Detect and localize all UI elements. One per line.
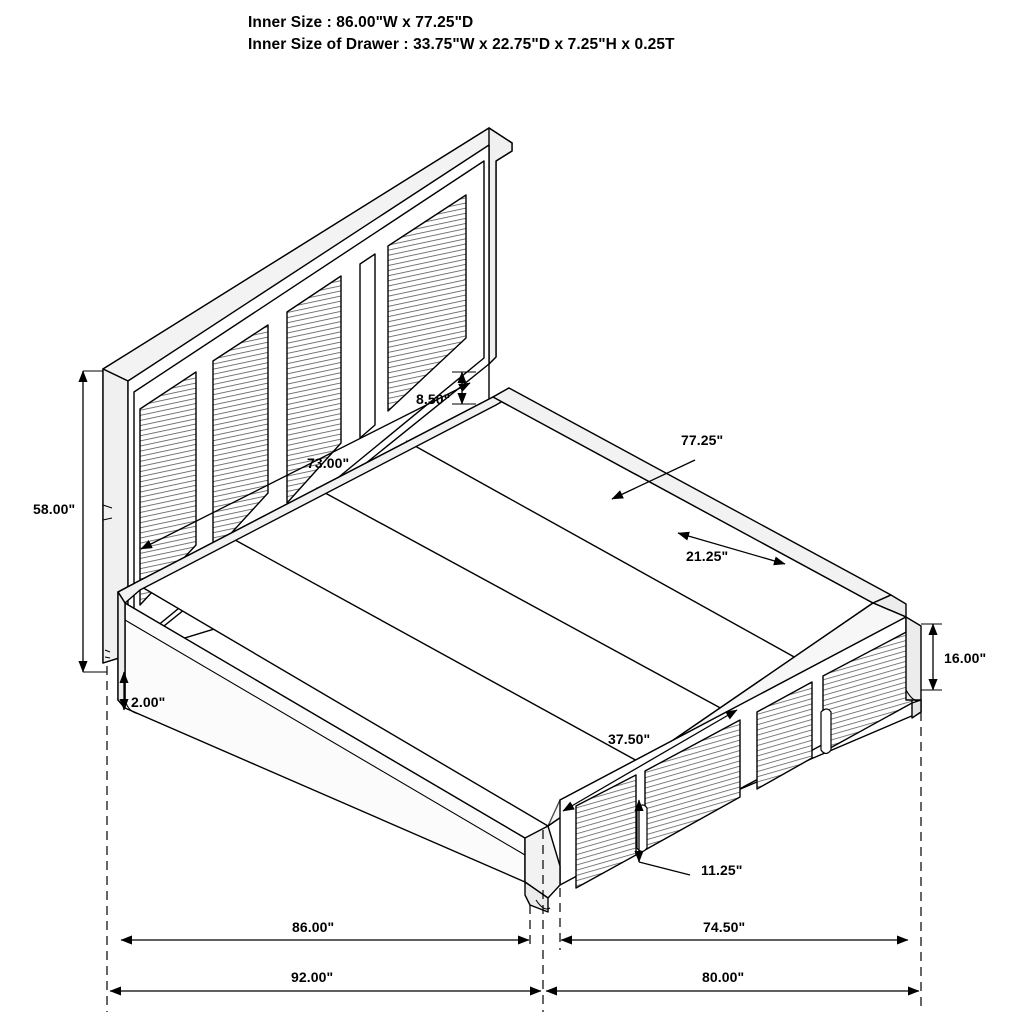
dim-label-height-overall: 58.00"	[33, 501, 76, 517]
dim-label-clearance: 2.00"	[131, 694, 166, 710]
dim-label-headboard-width: 73.00"	[307, 455, 350, 471]
dim-label-drawer-width: 37.50"	[608, 731, 651, 747]
inner-size-line: Inner Size : 86.00"W x 77.25"D	[248, 14, 474, 31]
dim-label-side-length-inner: 74.50"	[703, 919, 746, 935]
dim-label-headboard-gap: 8.50"	[416, 391, 451, 407]
dim-label-drawer-height: 11.25"	[701, 862, 743, 878]
dim-label-overall-width: 92.00"	[291, 969, 334, 985]
dim-label-rail-inner: 21.25"	[686, 548, 729, 564]
dim-label-mattress-depth: 77.25"	[681, 432, 724, 448]
inner-size-drawer-line: Inner Size of Drawer : 33.75"W x 22.75"D x 7.25"H x 0.25T	[248, 36, 675, 54]
dim-label-overall-width-inner: 86.00"	[292, 919, 335, 935]
dim-label-side-length: 80.00"	[702, 969, 745, 985]
dim-label-footboard-height: 16.00"	[944, 650, 987, 666]
